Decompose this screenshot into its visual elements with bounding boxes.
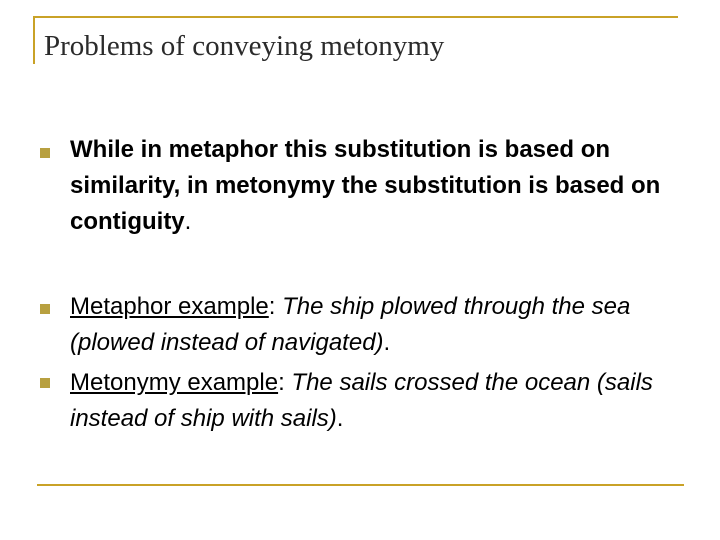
metonymy-label: Metonymy example — [70, 369, 279, 396]
bullet-text-3 — [70, 365, 690, 437]
metonymy-sep: : — [278, 369, 292, 396]
metaphor-example: The ship plowed through the sea (plowed instead of navigated) — [70, 293, 631, 356]
metonymy-end: . — [336, 405, 344, 432]
bullet-text-2 — [70, 289, 690, 361]
bullet-text-1 — [70, 132, 690, 240]
footer-rule — [37, 484, 684, 486]
bullet-1-end: . — [184, 208, 192, 235]
title-left-rule — [33, 16, 35, 64]
square-bullet-icon — [40, 378, 50, 388]
square-bullet-icon — [40, 304, 50, 314]
metonymy-example: The sails crossed the ocean (sails instead of ship with sails) — [70, 369, 653, 432]
metaphor-label: Metaphor example — [70, 293, 269, 320]
metaphor-end: . — [383, 329, 391, 356]
square-bullet-icon — [40, 148, 50, 158]
metaphor-sep: : — [268, 293, 283, 320]
bullet-1-text: While in metaphor this substitution is based on similarity, in metonymy the substitution is based on contiguity — [70, 136, 661, 235]
title-top-rule — [33, 16, 678, 18]
slide-title: Problems of conveying metonymy — [44, 30, 445, 62]
